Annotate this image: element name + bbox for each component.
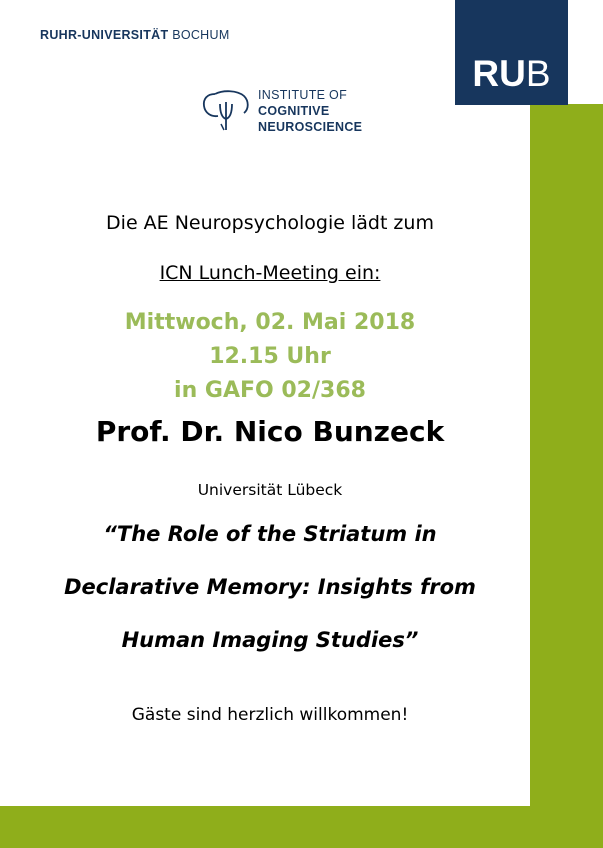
- university-name: [40, 28, 230, 42]
- institute-line-3: NEUROSCIENCE: [258, 120, 363, 134]
- guests-welcome: Gäste sind herzlich willkommen!: [131, 705, 409, 725]
- speaker-name: Prof. Dr. Nico Bunzeck: [95, 415, 445, 448]
- university-name-rest: BOCHUM: [168, 28, 230, 42]
- event-date: Mittwoch, 02. Mai 2018: [124, 310, 416, 335]
- event-time: 12.15 Uhr: [209, 344, 331, 369]
- institute-line-2: COGNITIVE: [258, 104, 330, 118]
- talk-title-line-2: Declarative Memory: Insights from: [64, 575, 476, 599]
- meeting-heading: ICN Lunch-Meeting ein:: [159, 262, 381, 284]
- invite-line: Die AE Neuropsychologie lädt zum: [106, 212, 434, 234]
- institute-line-1: INSTITUTE OF: [258, 88, 348, 102]
- event-room: in GAFO 02/368: [174, 378, 366, 403]
- rub-logo-ru: RU: [472, 53, 526, 94]
- rub-logo: [455, 0, 568, 105]
- talk-title-line-1: “The Role of the Striatum in: [103, 522, 437, 546]
- green-bottom-bar: [0, 806, 603, 848]
- speaker-affiliation: Universität Lübeck: [197, 481, 343, 499]
- rub-logo-b: B: [525, 53, 551, 94]
- green-side-bar: [530, 104, 603, 848]
- brain-icon: [201, 86, 251, 134]
- talk-title-line-3: Human Imaging Studies”: [121, 628, 419, 652]
- institute-name: [258, 87, 362, 135]
- university-name-bold: RUHR-UNIVERSITÄT: [40, 28, 169, 42]
- rub-logo-text: [472, 55, 550, 92]
